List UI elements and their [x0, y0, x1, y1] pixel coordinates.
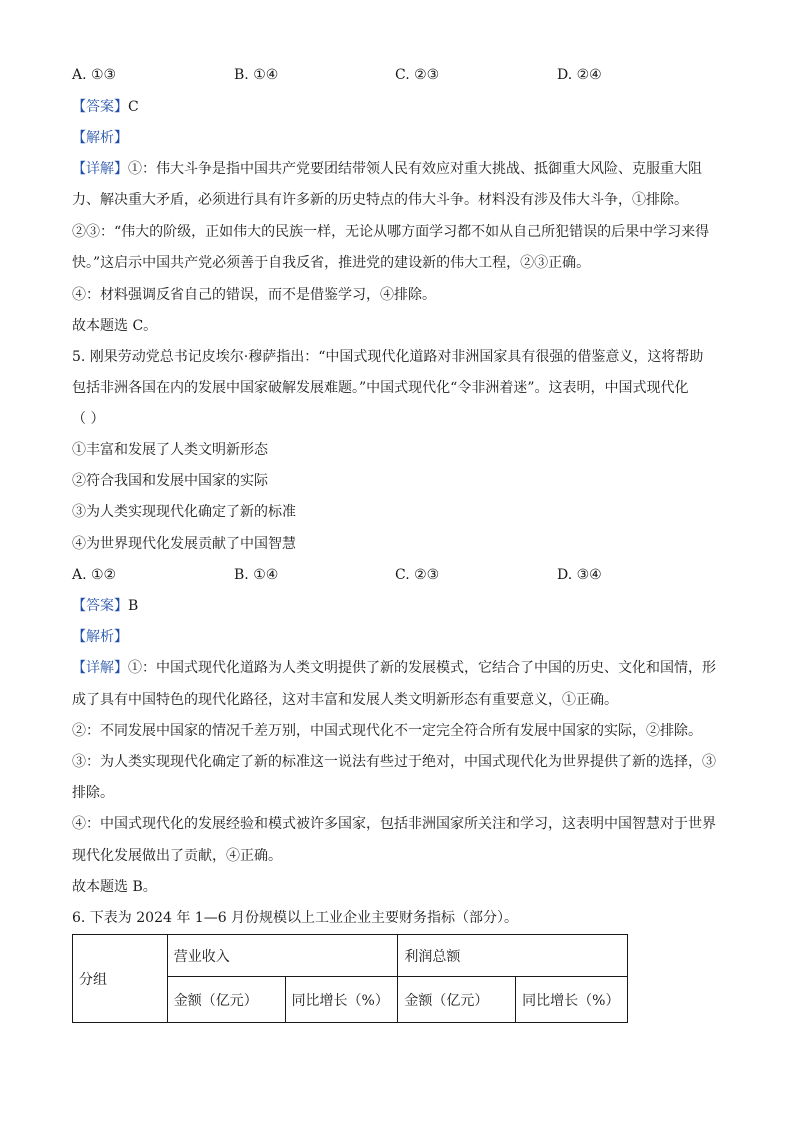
q4-option-c: C. ②③ [395, 67, 440, 83]
q4-option-b: B. ①④ [234, 67, 279, 83]
revenue-header: 营业收入 [167, 935, 398, 977]
q5-option-c: C. ②③ [395, 567, 440, 583]
q5-option-b: B. ①④ [234, 567, 279, 583]
q4-option-d: D. ②④ [557, 67, 602, 83]
profit-amount-header: 金额（亿元） [398, 977, 516, 1023]
q4-detail-line-5: ④：材料强调反省自己的错误，而不是借鉴学习，④排除。 [72, 287, 436, 303]
q5-detail-line-2: 成了具有中国特色的现代化路径，这对丰富和发展人类文明新形态有重要意义，①正确。 [72, 692, 618, 708]
q4-detail-line-1 [72, 159, 702, 179]
q5-stem-blank: （ ） [72, 411, 105, 427]
q5-analysis-label: 【解析】 [72, 629, 128, 645]
q5-stem-line-1: 5. 刚果劳动党总书记皮埃尔·穆萨指出：“中国式现代化道路对非洲国家具有很强的借鉴意义，这将帮助 [72, 349, 704, 365]
profit-growth-header: 同比增长（%） [516, 977, 628, 1023]
revenue-growth-header: 同比增长（%） [285, 977, 398, 1023]
q5-detail-text: ①：中国式现代化道路为人类文明提供了新的发展模式，它结合了中国的历史、文化和国情，形 [128, 660, 716, 676]
q5-conclusion: 故本题选 B。 [72, 879, 157, 895]
q4-detail-label: 【详解】 [72, 161, 128, 177]
q5-detail-line-3: ②：不同发展中国家的情况千差万别，中国式现代化不一定完全符合所有发展中国家的实际，②排除。 [72, 723, 702, 739]
profit-header: 利润总额 [398, 935, 628, 977]
q5-detail-line-1 [72, 658, 716, 678]
q4-detail-line-2: 力、解决重大矛盾，必须进行具有许多新的历史特点的伟大斗争。材料没有涉及伟大斗争，①排除。 [72, 192, 688, 208]
revenue-amount-header: 金额（亿元） [167, 977, 285, 1023]
table-header-row [73, 935, 628, 977]
q5-detail-line-7: 现代化发展做出了贡献，④正确。 [72, 848, 282, 864]
group-header: 分组 [73, 935, 168, 1023]
financial-indicators-table [72, 934, 628, 1023]
q5-detail-label: 【详解】 [72, 660, 128, 676]
q4-detail-line-4: 快。”这启示中国共产党必须善于自我反省，推进党的建设新的伟大工程，②③正确。 [72, 255, 591, 271]
q5-statement-1: ①丰富和发展了人类文明新形态 [72, 442, 268, 458]
q4-analysis-label: 【解析】 [72, 130, 128, 146]
q5-answer [72, 596, 138, 616]
q4-answer-value: C [128, 99, 139, 115]
q5-option-a: A. ①② [72, 567, 117, 583]
q4-options [72, 65, 722, 85]
q5-statement-4: ④为世界现代化发展贡献了中国智慧 [72, 536, 296, 552]
q4-conclusion: 故本题选 C。 [72, 318, 158, 334]
q5-answer-value: B [128, 598, 139, 614]
q5-option-d: D. ③④ [557, 567, 602, 583]
q5-detail-line-5: 排除。 [72, 785, 114, 801]
q4-detail-line-3: ②③：“伟大的阶级，正如伟大的民族一样，无论从哪方面学习都不如从自己所犯错误的后果中学习来得 [72, 224, 710, 240]
q6-stem: 6. 下表为 2024 年 1—6 月份规模以上工业企业主要财务指标（部分）。 [72, 910, 519, 926]
q5-answer-label: 【答案】 [72, 598, 128, 614]
q5-detail-line-6: ④：中国式现代化的发展经验和模式被许多国家，包括非洲国家所关注和学习，这表明中国智慧对于世界 [72, 816, 716, 832]
q4-answer-label: 【答案】 [72, 99, 128, 115]
q5-options [72, 565, 722, 585]
q5-statement-2: ②符合我国和发展中国家的实际 [72, 473, 268, 489]
q5-stem-line-2: 包括非洲各国在内的发展中国家破解发展难题。”中国式现代化“令非洲着迷”。这表明，中国式现代化 [72, 380, 689, 396]
q5-detail-line-4: ③：为人类实现现代化确定了新的标准这一说法有些过于绝对，中国式现代化为世界提供了新的选择，③ [72, 754, 716, 770]
q4-detail-text: ①：伟大斗争是指中国共产党要团结带领人民有效应对重大挑战、抵御重大风险、克服重大阻 [128, 161, 702, 177]
q5-statement-3: ③为人类实现现代化确定了新的标准 [72, 504, 296, 520]
q4-option-a: A. ①③ [72, 67, 117, 83]
q4-answer [72, 97, 139, 117]
